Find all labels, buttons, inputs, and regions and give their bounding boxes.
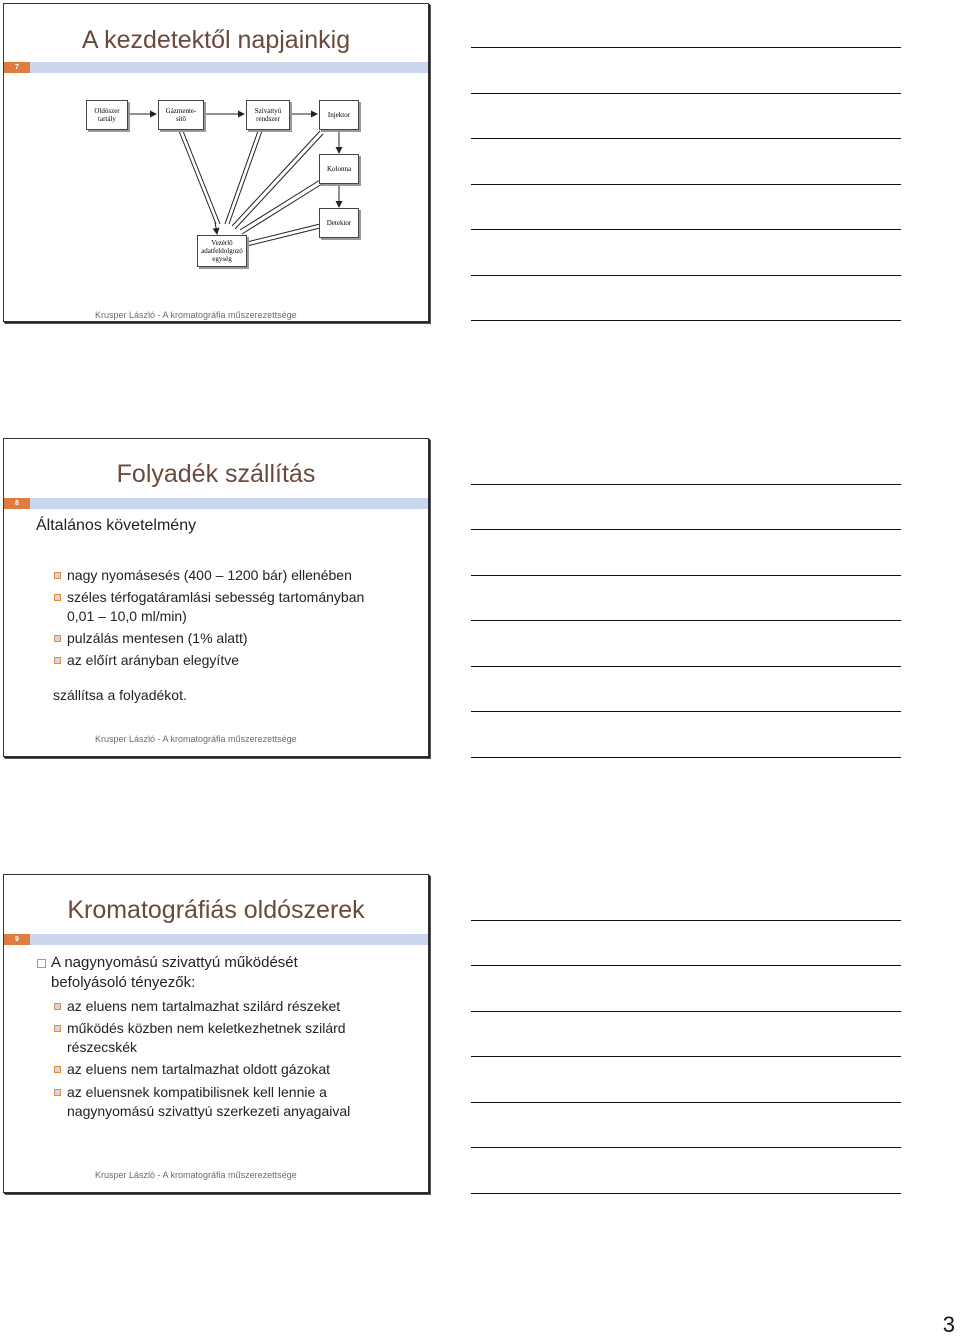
- page-number: 3: [942, 1312, 955, 1337]
- list-item-continuation: nagynyomású szivattyú szerkezeti anyagaival: [67, 1103, 351, 1119]
- slide-title: Folyadék szállítás: [116, 460, 316, 488]
- slide-7: [3, 3, 429, 322]
- bullet-icon: [54, 572, 61, 579]
- list-item: az eluens nem tartalmazhat oldott gázokat: [54, 1061, 330, 1077]
- list-item: az előírt arányban elegyítve: [54, 652, 239, 668]
- slide-number: 9: [4, 934, 30, 945]
- bullet-icon: [54, 635, 61, 642]
- detector-box: Detektor: [319, 208, 359, 238]
- list-item-continuation: 0,01 – 10,0 ml/min): [67, 608, 187, 624]
- bullet-icon: [54, 594, 61, 601]
- slide-footer: Krusper László - A kromatográfia műszerezettsége: [95, 1170, 297, 1180]
- solvent-reservoir-box: Oldószer tartály: [86, 100, 128, 130]
- slide-footer: Krusper László - A kromatográfia műszerezettsége: [95, 310, 297, 320]
- slide-title-bar: [4, 498, 428, 509]
- bullet-icon: [54, 657, 61, 664]
- slide-title: Kromatográfiás oldószerek: [67, 896, 365, 924]
- subtitle: Általános követelmény: [36, 517, 197, 534]
- bullet-icon: [54, 1089, 61, 1096]
- column-box: Kolonna: [319, 154, 359, 184]
- pump-system-box: Szivattyú rendszer: [246, 100, 290, 130]
- slide-8: [3, 438, 429, 757]
- bullet-icon: [54, 1025, 61, 1032]
- slide-title: A kezdetektől napjainkig: [81, 26, 351, 54]
- slide-title-bar: [4, 934, 428, 945]
- list-item: nagy nyomásesés (400 – 1200 bár) ellenében: [54, 567, 352, 583]
- list-item: működés közben nem keletkezhetnek szilárd: [54, 1020, 346, 1036]
- list-item: az eluensnek kompatibilisnek kell lennie a: [54, 1084, 327, 1100]
- closing-text: szállítsa a folyadékot.: [53, 687, 187, 703]
- injector-box: Injektor: [319, 100, 359, 130]
- controller-box: Vezérlő adatfeldolgozó egység: [197, 235, 247, 267]
- slide-9: [3, 874, 429, 1193]
- list-item: az eluens nem tartalmazhat szilárd részeket: [54, 998, 340, 1014]
- list-item: pulzálás mentesen (1% alatt): [54, 630, 248, 646]
- bullet-icon: [37, 959, 46, 968]
- bullet-icon: [54, 1066, 61, 1073]
- slide-number: 7: [4, 62, 30, 73]
- hplc-diagram: [4, 4, 430, 323]
- list-item-continuation: részecskék: [67, 1039, 138, 1055]
- degasser-box: Gázmente- sítő: [158, 100, 204, 130]
- main-point-line1: A nagynyomású szivattyú működését: [51, 954, 298, 971]
- slide-footer: Krusper László - A kromatográfia műszerezettsége: [95, 734, 297, 744]
- slide-number: 8: [4, 498, 30, 509]
- main-point-line2: befolyásoló tényezők:: [51, 974, 196, 991]
- list-item: széles térfogatáramlási sebesség tartományban: [54, 589, 364, 605]
- bullet-icon: [54, 1003, 61, 1010]
